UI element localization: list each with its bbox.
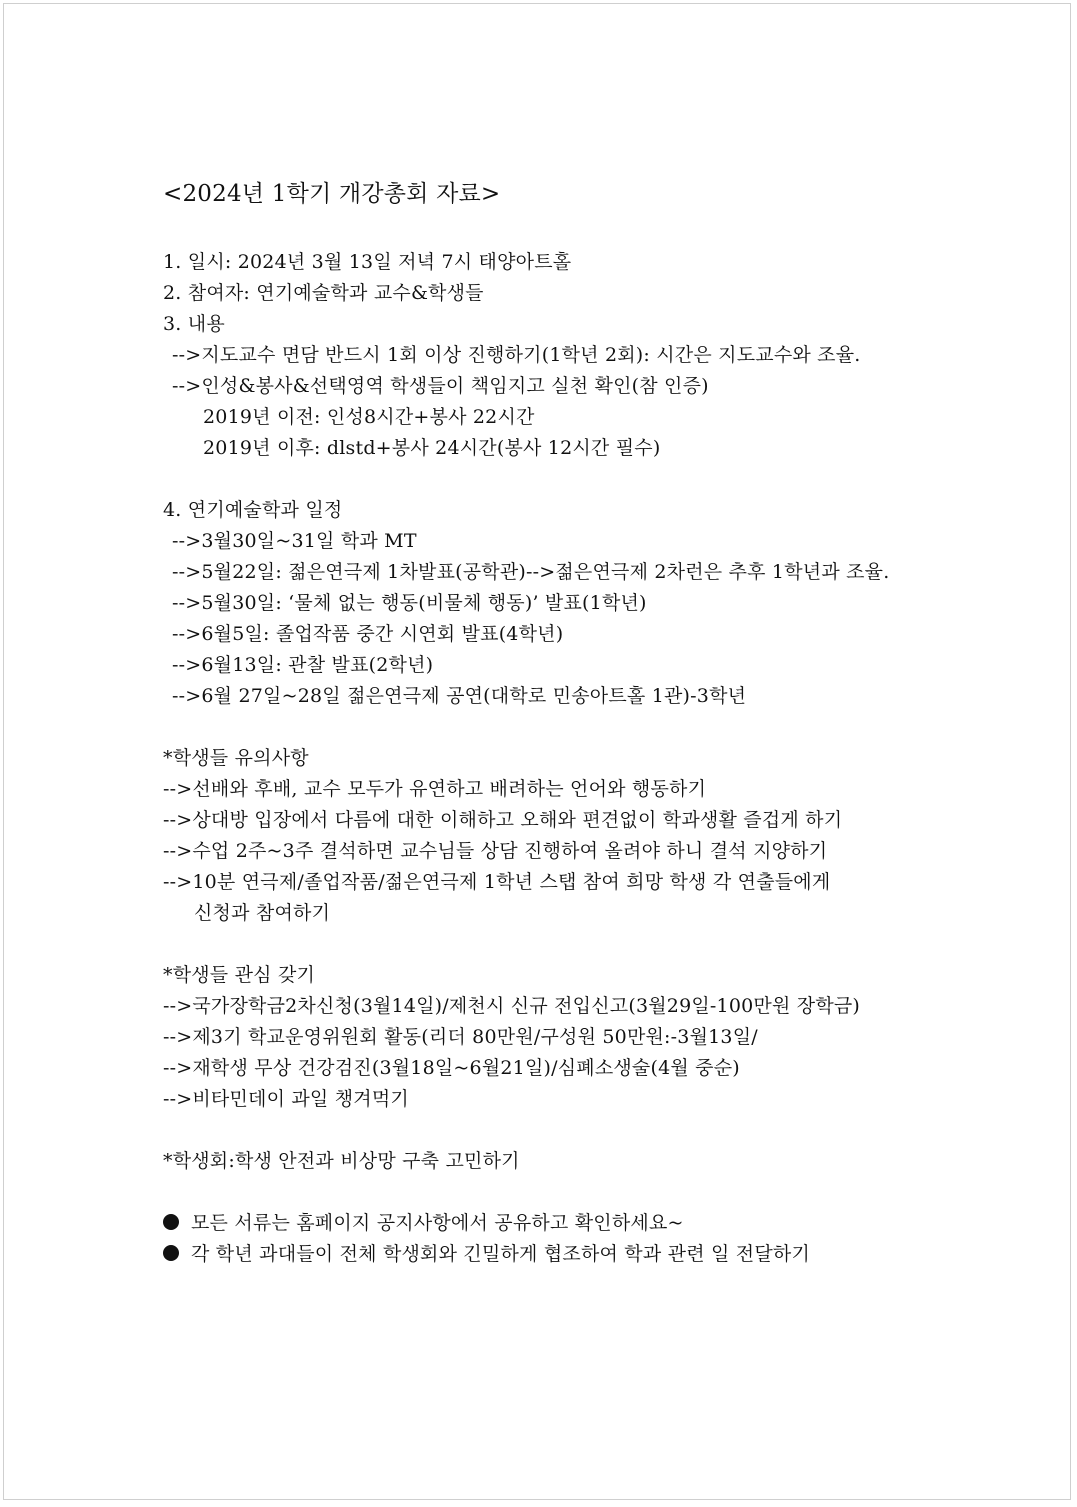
spacer (163, 929, 943, 960)
spacer (163, 712, 943, 743)
notice-item: -->상대방 입장에서 다름에 대한 이해하고 오해와 편견없이 학과생활 즐겁게 하기 (163, 809, 843, 831)
bullet-dot-icon (163, 1245, 179, 1261)
schedule-item: -->5월30일: ‘물체 없는 행동(비물체 행동)’ 발표(1학년) (172, 592, 647, 614)
notice-heading: *학생들 유의사항 (163, 747, 309, 769)
notice-item-continuation: 신청과 참여하기 (194, 902, 331, 924)
student-council-note: *학생회:학생 안전과 비상망 구축 고민하기 (163, 1150, 520, 1172)
section-3-heading: 3. 내용 (163, 313, 225, 335)
interest-item: -->제3기 학교운영위원회 활동(리더 80만원/구성원 50만원:-3월13일/ (163, 1026, 758, 1048)
notice-item: -->선배와 후배, 교수 모두가 유연하고 배려하는 언어와 행동하기 (163, 778, 707, 800)
schedule-item: -->6월 27일~28일 젊은연극제 공연(대학로 민송아트홀 1관)-3학년 (172, 685, 747, 707)
bullet-item (163, 1208, 943, 1239)
schedule-item: -->3월30일~31일 학과 MT (172, 530, 417, 552)
spacer (163, 1177, 943, 1208)
bullet-item (163, 1239, 943, 1270)
spacer (163, 464, 943, 495)
document-page (3, 3, 1071, 1500)
schedule-item: -->6월13일: 관찰 발표(2학년) (172, 654, 434, 676)
document-title: <2024년 1학기 개강총회 자료> (163, 181, 501, 207)
bullet-text: 각 학년 과대들이 전체 학생회와 긴밀하게 협조하여 학과 관련 일 전달하기 (191, 1243, 811, 1265)
notice-item: -->수업 2주~3주 결석하면 교수님들 상담 진행하여 올려야 하니 결석 지양하기 (163, 840, 828, 862)
bullet-text: 모든 서류는 홈페이지 공지사항에서 공유하고 확인하세요~ (191, 1212, 684, 1234)
section-1-date: 1. 일시: 2024년 3월 13일 저녁 7시 태양아트홀 (163, 251, 572, 273)
document-body (163, 174, 943, 1270)
interest-item: -->재학생 무상 건강검진(3월18일~6월21일)/심폐소생술(4월 중순) (163, 1057, 740, 1079)
notice-item: -->10분 연극제/졸업작품/젊은연극제 1학년 스탭 참여 희망 학생 각 연출들에게 (163, 871, 831, 893)
section-3-item: -->인성&봉사&선택영역 학생들이 책임지고 실천 확인(참 인증) (172, 375, 709, 397)
section-3-item: -->지도교수 면담 반드시 1회 이상 진행하기(1학년 2회): 시간은 지도교수와 조율. (172, 344, 861, 366)
section-3-sub-item: 2019년 이전: 인성8시간+봉사 22시간 (203, 406, 535, 428)
interest-item: -->국가장학금2차신청(3월14일)/제천시 신규 전입신고(3월29일-100만원 장학금) (163, 995, 861, 1017)
schedule-item: -->6월5일: 졸업작품 중간 시연회 발표(4학년) (172, 623, 564, 645)
section-3-sub-item: 2019년 이후: dlstd+봉사 24시간(봉사 12시간 필수) (203, 437, 661, 459)
section-4-heading: 4. 연기예술학과 일정 (163, 499, 343, 521)
bullet-dot-icon (163, 1214, 179, 1230)
spacer (163, 1115, 943, 1146)
interest-item: -->비타민데이 과일 챙겨먹기 (163, 1088, 409, 1110)
schedule-item: -->5월22일: 젊은연극제 1차발표(공학관)-->젊은연극제 2차런은 추후 1학년과 조율. (172, 561, 890, 583)
interest-heading: *학생들 관심 갖기 (163, 964, 316, 986)
section-2-participants: 2. 참여자: 연기예술학과 교수&학생들 (163, 282, 484, 304)
